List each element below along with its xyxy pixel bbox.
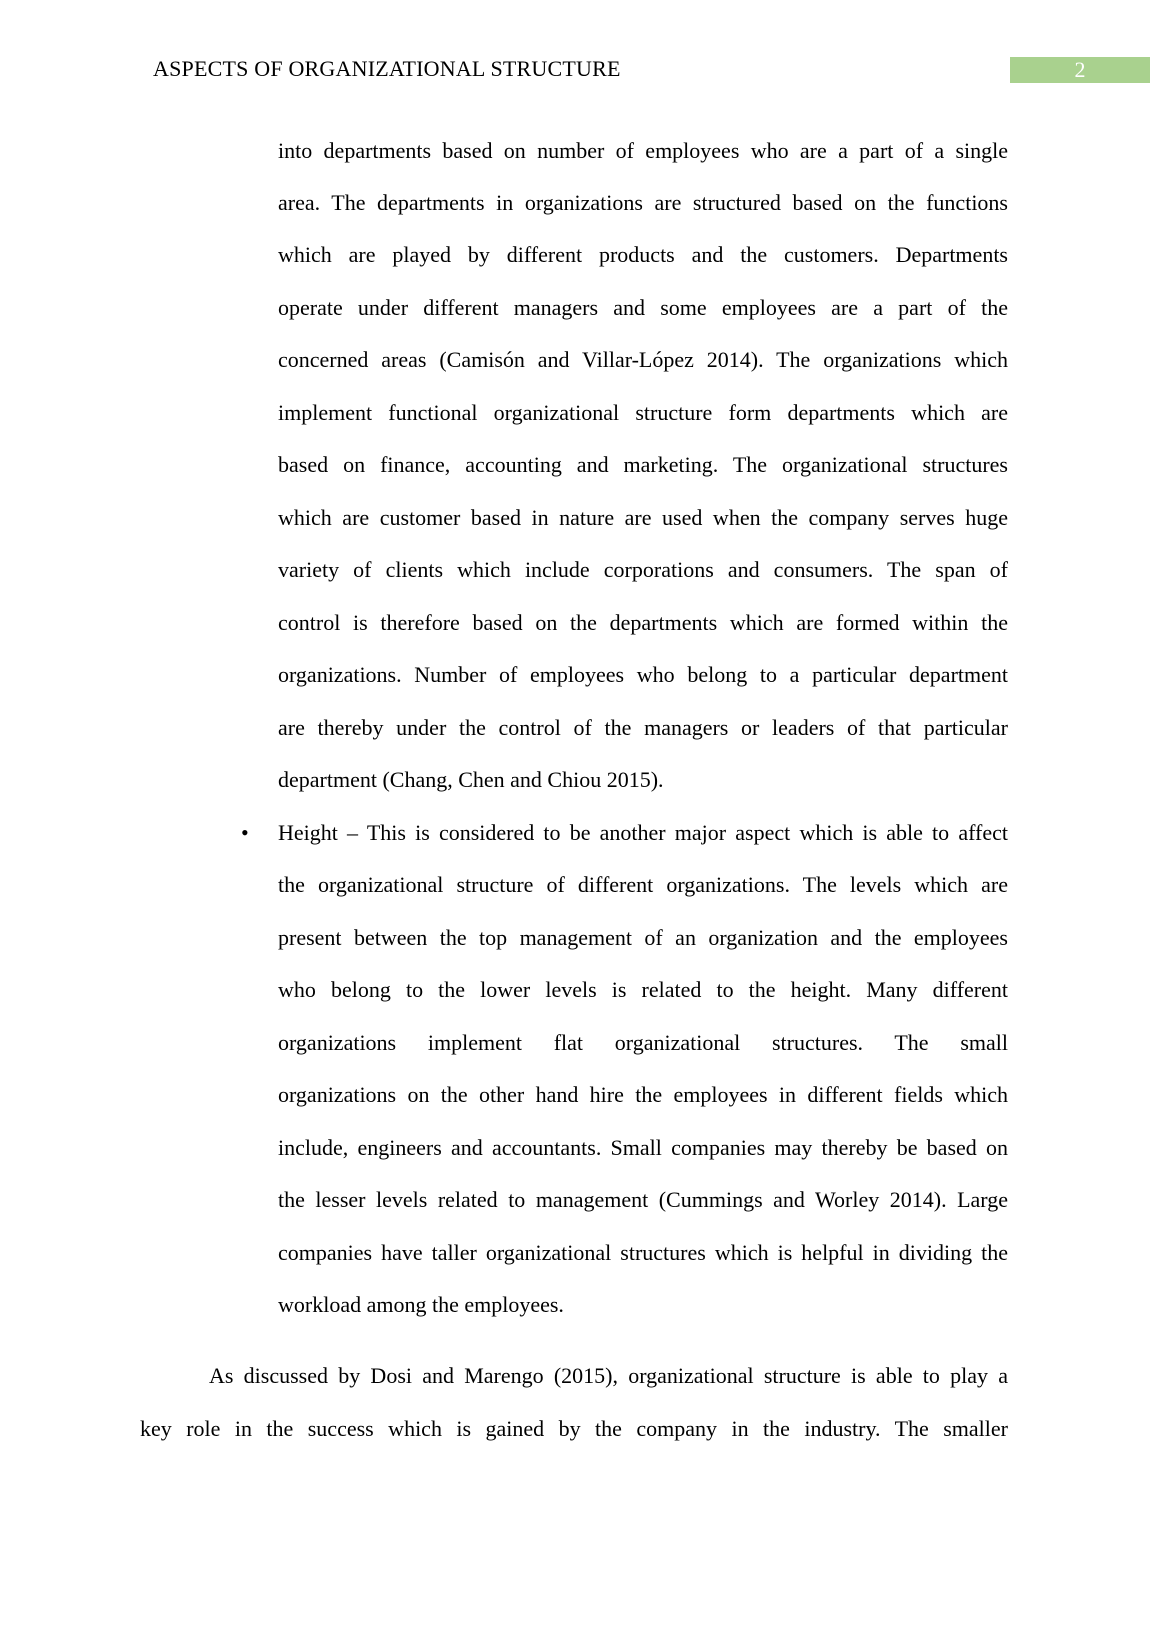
text-line: the organizational structure of different organizations. The levels which are [278, 872, 1008, 897]
text-line: area. The departments in organizations are structured based on the functions [278, 190, 1008, 215]
text-line: control is therefore based on the departments which are formed within the [278, 610, 1008, 635]
text-line: operate under different managers and some employees are a part of the [278, 295, 1008, 320]
text-line: companies have taller organizational structures which is helpful in dividing the [278, 1240, 1008, 1265]
text-line: concerned areas (Camisón and Villar-López 2014). The organizations which [278, 347, 1008, 372]
page-number-badge [1010, 57, 1150, 83]
text-line: implement functional organizational structure form departments which are [278, 400, 1008, 425]
text-line: into departments based on number of employees who are a part of a single [278, 138, 1008, 163]
text-line: organizations implement flat organizational structures. The small [278, 1030, 1008, 1055]
text-line: organizations. Number of employees who belong to a particular department [278, 662, 1008, 687]
running-title: ASPECTS OF ORGANIZATIONAL STRUCTURE [153, 56, 621, 81]
text-line: which are customer based in nature are used when the company serves huge [278, 505, 1008, 530]
text-line: who belong to the lower levels is related to the height. Many different [278, 977, 1008, 1002]
text-line: organizations on the other hand hire the employees in different fields which [278, 1082, 1008, 1107]
text-line: workload among the employees. [278, 1292, 564, 1317]
text-line: Height – This is considered to be another major aspect which is able to affect [278, 820, 1008, 845]
bullet-marker: • [241, 820, 249, 845]
text-line: variety of clients which include corporations and consumers. The span of [278, 557, 1008, 582]
page-number: 2 [1074, 57, 1086, 82]
text-line: present between the top management of an organization and the employees [278, 925, 1008, 950]
text-line: are thereby under the control of the managers or leaders of that particular [278, 715, 1008, 740]
text-line: As discussed by Dosi and Marengo (2015), organizational structure is able to play a [209, 1363, 1008, 1388]
text-line: key role in the success which is gained by the company in the industry. The smaller [140, 1416, 1008, 1441]
text-line: include, engineers and accountants. Small companies may thereby be based on [278, 1135, 1008, 1160]
text-line: department (Chang, Chen and Chiou 2015). [278, 767, 664, 792]
text-line: which are played by different products and the customers. Departments [278, 242, 1008, 267]
text-line: based on finance, accounting and marketing. The organizational structures [278, 452, 1008, 477]
text-line: the lesser levels related to management (Cummings and Worley 2014). Large [278, 1187, 1008, 1212]
